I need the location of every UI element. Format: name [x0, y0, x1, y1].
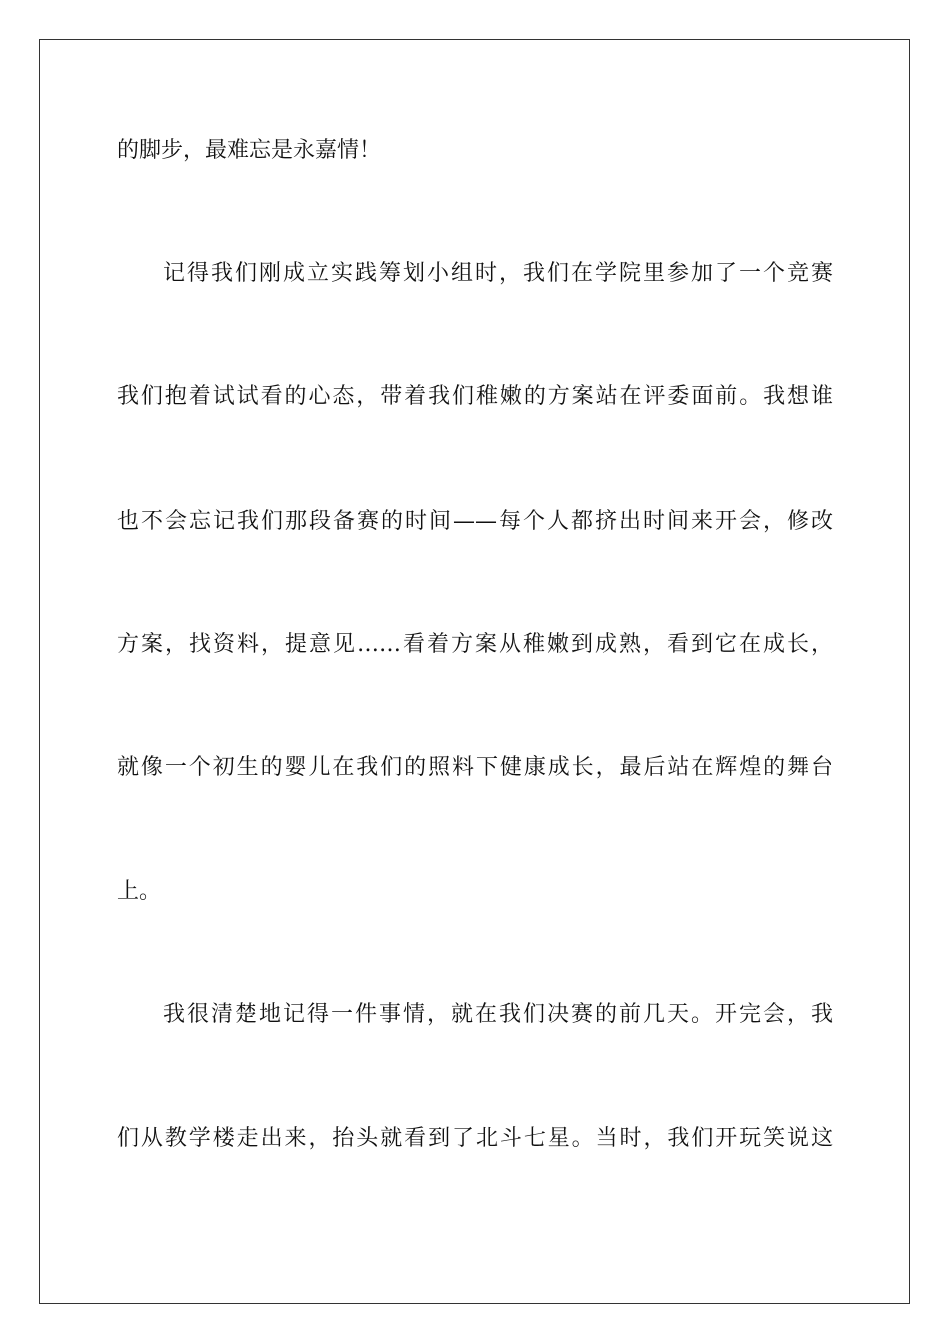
text-line: 我们抱着试试看的心态，带着我们稚嫩的方案站在评委面前。我想谁: [117, 384, 833, 409]
text-line: 方案，找资料，提意见……看着方案从稚嫩到成熟，看到它在成长，: [117, 632, 833, 657]
paragraph-start-line: 记得我们刚成立实践筹划小组时，我们在学院里参加了一个竞赛: [163, 261, 833, 286]
paragraph-start-line: 我很清楚地记得一件事情，就在我们决赛的前几天。开完会，我: [163, 1002, 833, 1027]
text-line: 们从教学楼走出来，抬头就看到了北斗七星。当时，我们开玩笑说这: [117, 1126, 833, 1151]
text-line: 上。: [117, 879, 162, 904]
page-frame: [39, 39, 910, 1304]
text-line: 的脚步，最难忘是永嘉情！: [117, 138, 382, 163]
text-line: 也不会忘记我们那段备赛的时间——每个人都挤出时间来开会，修改: [117, 509, 833, 534]
text-line: 就像一个初生的婴儿在我们的照料下健康成长，最后站在辉煌的舞台: [117, 755, 833, 780]
